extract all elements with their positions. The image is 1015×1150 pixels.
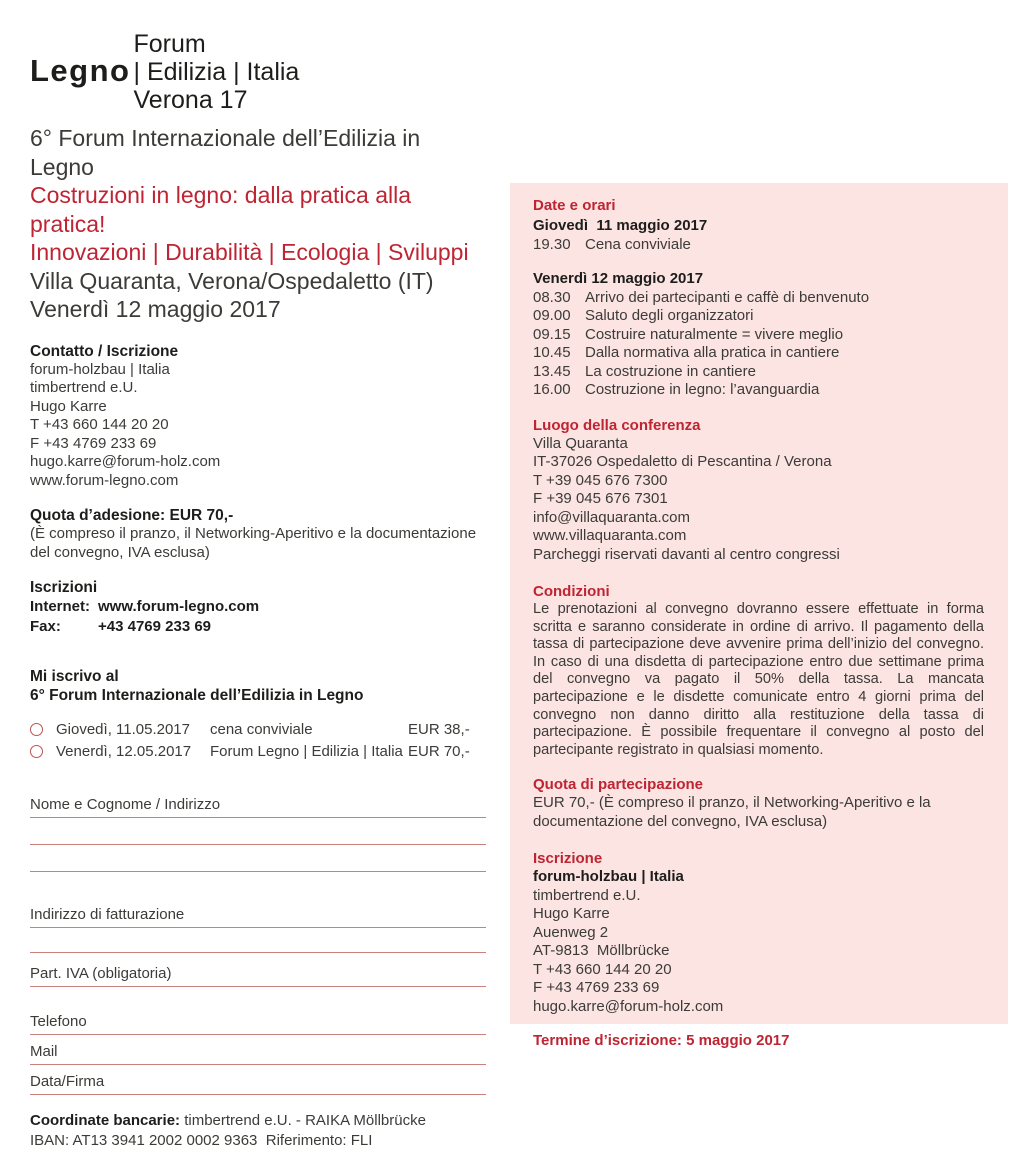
contact-heading: Contatto / Iscrizione xyxy=(30,342,486,361)
registration-fax-row xyxy=(30,617,486,637)
bank-value: timbertrend e.U. - RAIKA Möllbrücke xyxy=(180,1112,426,1129)
schedule-time: 10.45 xyxy=(533,344,585,363)
signup-line-1: Mi iscrivo al xyxy=(30,667,486,686)
bank-details xyxy=(30,1111,486,1150)
thursday-title: Giovedì 11 maggio 2017 xyxy=(533,217,984,236)
logo-text-block xyxy=(134,30,300,114)
fee-section xyxy=(30,506,486,562)
event-venue: Villa Quaranta, Verona/Ospedaletto (IT) xyxy=(30,267,486,296)
venue-address: IT-37026 Ospedaletto di Pescantina / Verona xyxy=(533,453,984,472)
internet-label: Internet: xyxy=(30,597,98,617)
logo-line-forum: Forum xyxy=(134,30,300,58)
schedule-text: Dalla normativa alla pratica in cantiere xyxy=(585,344,984,363)
schedule-row xyxy=(533,236,984,255)
field-vat-number[interactable]: Part. IVA (obligatoria) xyxy=(30,965,486,987)
event-title: 6° Forum Internazionale dell’Edilizia in Legno xyxy=(30,124,486,181)
venue-phone: T +39 045 676 7300 xyxy=(533,472,984,491)
bank-line xyxy=(30,1111,486,1131)
info-panel xyxy=(510,183,1008,1024)
radio-thursday[interactable] xyxy=(30,723,43,736)
info-panel-content xyxy=(510,183,1008,1049)
venue-name: Villa Quaranta xyxy=(533,435,984,454)
registration-city: AT-9813 Möllbrücke xyxy=(533,942,984,961)
field-name-address-line-3[interactable] xyxy=(30,849,486,872)
signup-line-2: 6° Forum Internazionale dell’Edilizia in Legno xyxy=(30,686,486,705)
bank-label: Coordinate bancarie: xyxy=(30,1112,180,1129)
schedule-time: 19.30 xyxy=(533,236,585,255)
event-subtitle-1: Costruzioni in legno: dalla pratica alla pratica! xyxy=(30,181,486,238)
fax-label: Fax: xyxy=(30,617,98,637)
left-column xyxy=(30,30,486,1150)
registration-phone: T +43 660 144 20 20 xyxy=(533,961,984,980)
registration-channels-heading: Iscrizioni xyxy=(30,578,486,597)
schedule-time: 09.00 xyxy=(533,307,585,326)
registration-person: Hugo Karre xyxy=(533,905,984,924)
schedule-text: Costruire naturalmente = vivere meglio xyxy=(585,326,984,345)
option-thursday-event: cena conviviale xyxy=(210,719,408,741)
registration-section xyxy=(533,849,984,1016)
conditions-heading: Condizioni xyxy=(533,582,984,601)
registration-org: forum-holzbau | Italia xyxy=(533,868,984,887)
registration-fax: F +43 4769 233 69 xyxy=(533,979,984,998)
contact-section xyxy=(30,342,486,491)
venue-parking-note: Parcheggi riservati davanti al centro congressi xyxy=(533,546,984,565)
schedule-text: Arrivo dei partecipanti e caffè di benvenuto xyxy=(585,289,984,308)
registration-internet-row xyxy=(30,597,486,617)
contact-company: timbertrend e.U. xyxy=(30,379,486,398)
participation-fee-text: EUR 70,- (È compreso il pranzo, il Networking-Aperitivo e la documentazione del convegno, IVA esclusa) xyxy=(533,794,984,831)
radio-friday[interactable] xyxy=(30,745,43,758)
logo-legno-wordmark: Legno xyxy=(30,55,131,86)
schedule-row xyxy=(533,289,984,308)
registration-street: Auenweg 2 xyxy=(533,924,984,943)
field-name-address-line-2[interactable] xyxy=(30,822,486,845)
registration-email: hugo.karre@forum-holz.com xyxy=(533,998,984,1017)
schedule-text: Costruzione in legno: l’avanguardia xyxy=(585,381,984,400)
dates-section xyxy=(533,196,984,400)
iban-line: IBAN: AT13 3941 2002 0002 9363 Riferimento: FLI xyxy=(30,1131,486,1150)
option-friday-price: EUR 70,- xyxy=(408,741,486,763)
contact-org: forum-holzbau | Italia xyxy=(30,361,486,380)
schedule-row xyxy=(533,326,984,345)
participation-fee-heading: Quota di partecipazione xyxy=(533,775,984,794)
venue-section xyxy=(533,416,984,565)
registration-heading: Iscrizione xyxy=(533,849,984,868)
contact-fax: F +43 4769 233 69 xyxy=(30,435,486,454)
schedule-row xyxy=(533,363,984,382)
dates-heading: Date e orari xyxy=(533,196,984,215)
fee-heading: Quota d’adesione: EUR 70,- xyxy=(30,506,486,525)
schedule-text: Saluto degli organizzatori xyxy=(585,307,984,326)
signup-option-thursday[interactable] xyxy=(30,719,486,741)
fee-note: (È compreso il pranzo, il Networking-Aperitivo e la documentazione del convegno, IVA esclusa) xyxy=(30,525,486,562)
schedule-time: 16.00 xyxy=(533,381,585,400)
schedule-text: Cena conviviale xyxy=(585,236,984,255)
venue-website: www.villaquaranta.com xyxy=(533,527,984,546)
logo-line-verona: Verona 17 xyxy=(134,86,300,114)
fax-value: +43 4769 233 69 xyxy=(98,617,211,637)
contact-phone: T +43 660 144 20 20 xyxy=(30,416,486,435)
schedule-time: 08.30 xyxy=(533,289,585,308)
option-thursday-price: EUR 38,- xyxy=(408,719,486,741)
schedule-row xyxy=(533,381,984,400)
field-date-signature[interactable]: Data/Firma xyxy=(30,1073,486,1095)
registration-deadline: Termine d’iscrizione: 5 maggio 2017 xyxy=(533,1032,984,1049)
schedule-text: La costruzione in cantiere xyxy=(585,363,984,382)
schedule-row xyxy=(533,344,984,363)
field-billing-address-line-2[interactable] xyxy=(30,930,486,953)
schedule-time: 09.15 xyxy=(533,326,585,345)
event-subtitle-2: Innovazioni | Durabilità | Ecologia | Sviluppi xyxy=(30,238,486,267)
venue-email: info@villaquaranta.com xyxy=(533,509,984,528)
signup-option-friday[interactable] xyxy=(30,741,486,763)
schedule-row xyxy=(533,307,984,326)
field-name-address[interactable]: Nome e Cognome / Indirizzo xyxy=(30,796,486,818)
contact-person: Hugo Karre xyxy=(30,398,486,417)
schedule-time: 13.45 xyxy=(533,363,585,382)
friday-title: Venerdì 12 maggio 2017 xyxy=(533,270,984,289)
conditions-text: Le prenotazioni al convegno dovranno essere effettuate in forma scritta e saranno considerate in ordine di arrivo. Il pagamento della tassa di partecipazione deve avvenire prima dell’inizio del convegno. In caso di una disdetta di partecipazione entro due settimane prima del convegno va pagato il 50% della tassa. La mancata partecipazione e le disdette comunicate entro 4 giorni prima del convegno non danno diritto alla restituzione della tassa di partecipazione. È possibile frequentare il convegno al posto del partecipante registrato in qualsiasi momento. xyxy=(533,601,984,759)
option-friday-date: Venerdì, 12.05.2017 xyxy=(56,741,210,763)
event-date: Venerdì 12 maggio 2017 xyxy=(30,295,486,324)
participation-fee-section xyxy=(533,775,984,831)
contact-email: hugo.karre@forum-holz.com xyxy=(30,453,486,472)
registration-company: timbertrend e.U. xyxy=(533,887,984,906)
venue-fax: F +39 045 676 7301 xyxy=(533,490,984,509)
option-thursday-date: Giovedì, 11.05.2017 xyxy=(56,719,210,741)
logo-line-edilizia-italia: | Edilizia | Italia xyxy=(134,58,300,86)
internet-value: www.forum-legno.com xyxy=(98,597,259,617)
field-billing-address[interactable]: Indirizzo di fatturazione xyxy=(30,906,486,928)
contact-website: www.forum-legno.com xyxy=(30,472,486,491)
forum-legno-logo xyxy=(30,30,486,114)
form-section xyxy=(30,796,486,1095)
option-friday-event: Forum Legno | Edilizia | Italia xyxy=(210,741,408,763)
signup-section xyxy=(30,667,486,762)
field-phone[interactable]: Telefono xyxy=(30,1013,486,1035)
venue-heading: Luogo della conferenza xyxy=(533,416,984,435)
conditions-section xyxy=(533,582,984,759)
title-block xyxy=(30,124,486,324)
field-mail[interactable]: Mail xyxy=(30,1043,486,1065)
registration-channels-section xyxy=(30,578,486,637)
